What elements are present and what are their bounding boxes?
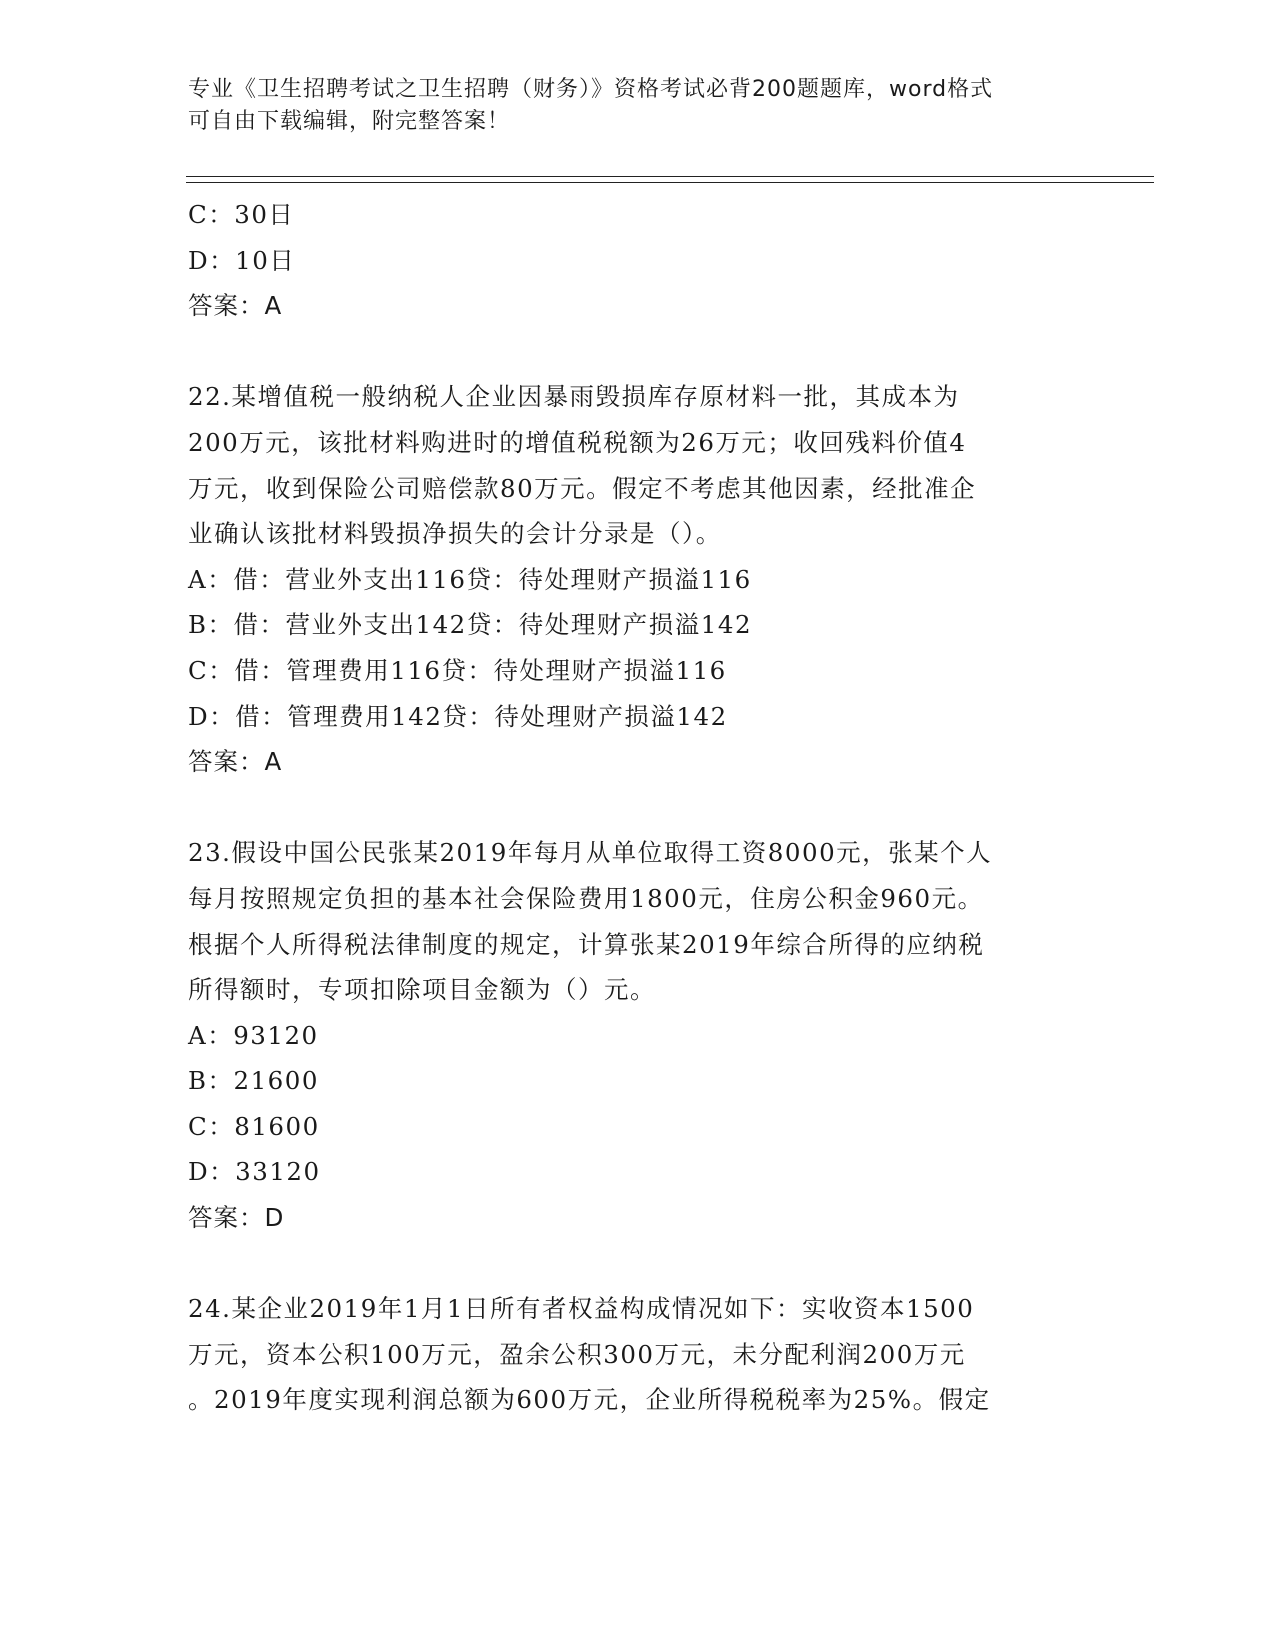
question-text-line: 22.某增值税一般纳税人企业因暴雨毁损库存原材料一批，其成本为 (188, 382, 960, 412)
question-text-line: 200万元，该批材料购进时的增值税税额为26万元；收回残料价值4 (188, 427, 967, 457)
option-b: B：借：营业外支出142贷：待处理财产损溢142 (188, 610, 753, 640)
option-c: C：30日 (188, 200, 295, 229)
answer-line: 答案：A (188, 747, 283, 777)
question-24 (188, 1286, 1088, 1423)
question-spacer (188, 329, 1088, 375)
answer-line: 答案：D (188, 1203, 285, 1233)
question-text-line: 所得额时，专项扣除项目金额为（）元。 (188, 975, 656, 1005)
option-b: B：21600 (188, 1066, 319, 1096)
question-text-line: 23.假设中国公民张某2019年每月从单位取得工资8000元，张某个人 (188, 838, 993, 868)
question-text-line: 万元，资本公积100万元，盈余公积300万元，未分配利润200万元 (188, 1339, 966, 1369)
question-text-line: 每月按照规定负担的基本社会保险费用1800元，住房公积金960元。 (188, 883, 984, 913)
previous-question-tail (188, 192, 1088, 329)
option-d: D：借：管理费用142贷：待处理财产损溢142 (188, 701, 728, 731)
question-text-line: 24.某企业2019年1月1日所有者权益构成情况如下：实收资本1500 (188, 1294, 975, 1324)
document-header (188, 74, 1108, 138)
header-divider-bottom (186, 182, 1154, 183)
answer-line: 答案：A (188, 291, 283, 321)
option-d: D：33120 (188, 1157, 321, 1187)
header-divider-top (186, 176, 1154, 177)
question-text-line: 。2019年度实现利润总额为600万元，企业所得税税率为25%。假定 (188, 1385, 991, 1415)
question-23 (188, 830, 1088, 1240)
question-spacer (188, 1241, 1088, 1287)
question-22 (188, 374, 1088, 784)
option-a: A：93120 (188, 1020, 319, 1050)
question-spacer (188, 785, 1088, 831)
question-text-line: 业确认该批材料毁损净损失的会计分录是（）。 (188, 519, 722, 549)
question-text-line: 根据个人所得税法律制度的规定，计算张某2019年综合所得的应纳税 (188, 929, 985, 959)
question-text-line: 万元，收到保险公司赔偿款80万元。假定不考虑其他因素，经批准企 (188, 473, 977, 503)
header-line-2: 可自由下载编辑，附完整答案！ (188, 109, 511, 134)
option-a: A：借：营业外支出116贷：待处理财产损溢116 (188, 564, 752, 594)
header-line-1: 专业《卫生招聘考试之卫生招聘（财务）》资格考试必背200题题库，word格式 (188, 77, 994, 102)
option-c: C：81600 (188, 1111, 320, 1141)
option-d: D：10日 (188, 245, 296, 275)
option-c: C：借：管理费用116贷：待处理财产损溢116 (188, 655, 727, 685)
document-body (188, 192, 1088, 1423)
